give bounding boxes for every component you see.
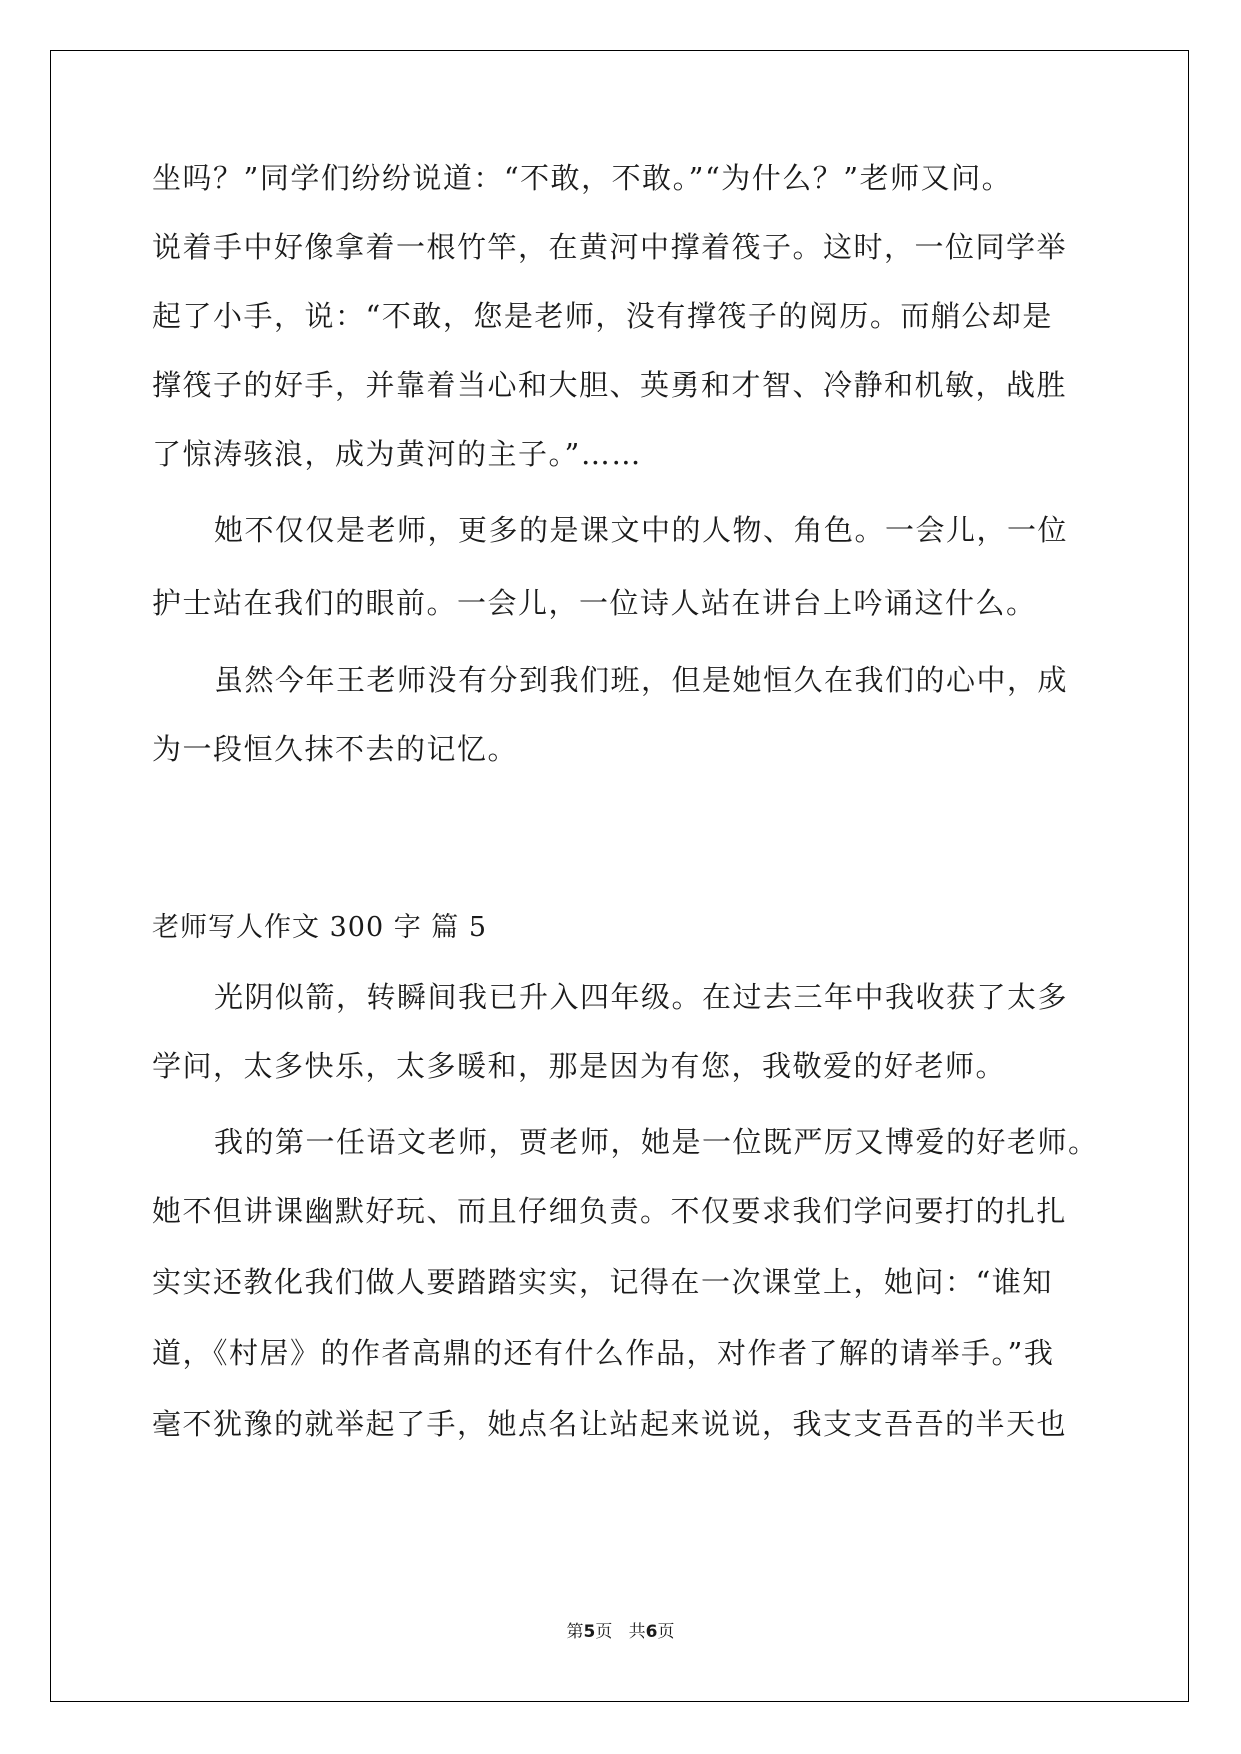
body-line-1: 坐吗？”同学们纷纷说道：“不敢，不敢。”“为什么？”老师又问。 — [152, 161, 1013, 195]
body-line-11: 学问，太多快乐，太多暖和，那是因为有您，我敬爱的好老师。 — [152, 1049, 1007, 1083]
footer-suffix: 页 — [657, 1622, 675, 1642]
body-line-6: 她不仅仅是老师，更多的是课文中的人物、角色。一会儿，一位 — [214, 513, 1069, 547]
body-line-10: 光阴似箭，转瞬间我已升入四年级。在过去三年中我收获了太多 — [214, 980, 1069, 1014]
section-heading: 老师写人作文 300 字 篇 5 — [152, 912, 488, 943]
body-line-5: 了惊涛骇浪，成为黄河的主子。”…… — [152, 437, 642, 471]
footer-middle: 页 共 — [595, 1622, 646, 1642]
body-line-2: 说着手中好像拿着一根竹竿，在黄河中撑着筏子。这时，一位同学举 — [152, 230, 1068, 264]
body-line-8: 虽然今年王老师没有分到我们班，但是她恒久在我们的心中，成 — [214, 663, 1069, 697]
body-line-3: 起了小手，说：“不敢，您是老师，没有撑筏子的阅历。而艄公却是 — [152, 299, 1053, 333]
body-line-12: 我的第一任语文老师，贾老师，她是一位既严厉又博爱的好老师。 — [214, 1125, 1099, 1159]
footer-prefix: 第 — [566, 1622, 584, 1642]
body-line-13: 她不但讲课幽默好玩、而且仔细负责。不仅要求我们学问要打的扎扎 — [152, 1194, 1068, 1228]
footer-current-page: 5 — [583, 1622, 596, 1642]
body-line-7: 护士站在我们的眼前。一会儿，一位诗人站在讲台上吟诵这什么。 — [152, 586, 1037, 620]
body-line-9: 为一段恒久抹不去的记忆。 — [152, 732, 519, 766]
page-footer — [0, 1620, 1241, 1644]
body-line-15: 道，《村居》的作者高鼎的还有什么作品，对作者了解的请举手。”我 — [152, 1336, 1055, 1370]
body-line-16: 毫不犹豫的就举起了手，她点名让站起来说说，我支支吾吾的半天也 — [152, 1407, 1068, 1441]
body-line-14: 实实还教化我们做人要踏踏实实，记得在一次课堂上，她问：“谁知 — [152, 1265, 1053, 1299]
footer-total-pages: 6 — [645, 1622, 658, 1642]
body-line-4: 撑筏子的好手，并靠着当心和大胆、英勇和才智、冷静和机敏，战胜 — [152, 368, 1068, 402]
